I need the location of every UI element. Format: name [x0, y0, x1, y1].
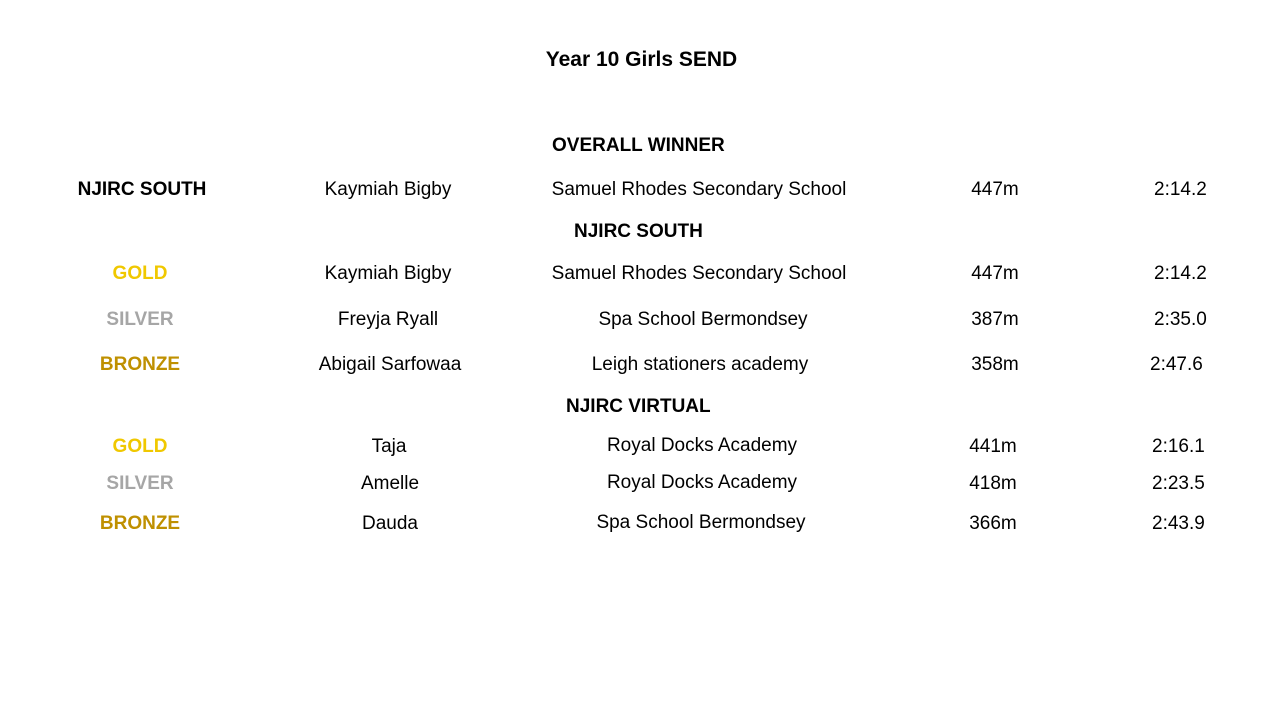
page-title: Year 10 Girls SEND — [545, 48, 738, 71]
distance: 447m — [971, 179, 1019, 200]
section-heading-njirc-south: NJIRC SOUTH — [574, 221, 703, 242]
time: 2:35.0 — [1154, 309, 1207, 330]
distance: 366m — [969, 513, 1017, 534]
time: 2:16.1 — [1152, 436, 1205, 457]
time: 2:14.2 — [1154, 263, 1207, 284]
results-row-south-gold — [0, 263, 1280, 293]
athlete-name: Kaymiah Bigby — [324, 263, 452, 284]
school-name: Spa School Bermondsey — [598, 309, 808, 330]
medal-silver: SILVER — [106, 309, 174, 330]
distance: 387m — [971, 309, 1019, 330]
distance: 418m — [969, 473, 1017, 494]
time: 2:47.6 — [1150, 354, 1203, 375]
section-heading-njirc-virtual: NJIRC VIRTUAL — [566, 396, 711, 417]
medal-bronze: BRONZE — [99, 354, 181, 375]
athlete-name: Dauda — [362, 513, 418, 534]
time: 2:23.5 — [1152, 473, 1205, 494]
school-name: Samuel Rhodes Secondary School — [551, 263, 847, 284]
time: 2:14.2 — [1154, 179, 1207, 200]
school-name: Leigh stationers academy — [591, 354, 809, 375]
athlete-name: Kaymiah Bigby — [324, 179, 452, 200]
time: 2:43.9 — [1152, 513, 1205, 534]
medal-gold: GOLD — [112, 436, 168, 457]
results-row-south-silver — [0, 309, 1280, 339]
category-label: NJIRC SOUTH — [77, 179, 207, 200]
distance: 358m — [971, 354, 1019, 375]
results-row-overall — [0, 179, 1280, 209]
athlete-name: Taja — [371, 436, 407, 457]
results-row-virtual-gold — [0, 436, 1280, 466]
results-row-virtual-silver — [0, 473, 1280, 503]
school-name: Spa School Bermondsey — [596, 512, 806, 533]
school-name: Royal Docks Academy — [606, 472, 798, 493]
school-name: Samuel Rhodes Secondary School — [551, 179, 847, 200]
medal-gold: GOLD — [112, 263, 168, 284]
results-row-south-bronze — [0, 354, 1280, 384]
athlete-name: Freyja Ryall — [337, 309, 439, 330]
medal-bronze: BRONZE — [99, 513, 181, 534]
athlete-name: Amelle — [360, 473, 420, 494]
school-name: Royal Docks Academy — [606, 435, 798, 456]
athlete-name: Abigail Sarfowaa — [318, 354, 462, 375]
distance: 447m — [971, 263, 1019, 284]
distance: 441m — [969, 436, 1017, 457]
section-heading-overall-winner: OVERALL WINNER — [552, 135, 725, 156]
results-row-virtual-bronze — [0, 513, 1280, 543]
medal-silver: SILVER — [106, 473, 174, 494]
